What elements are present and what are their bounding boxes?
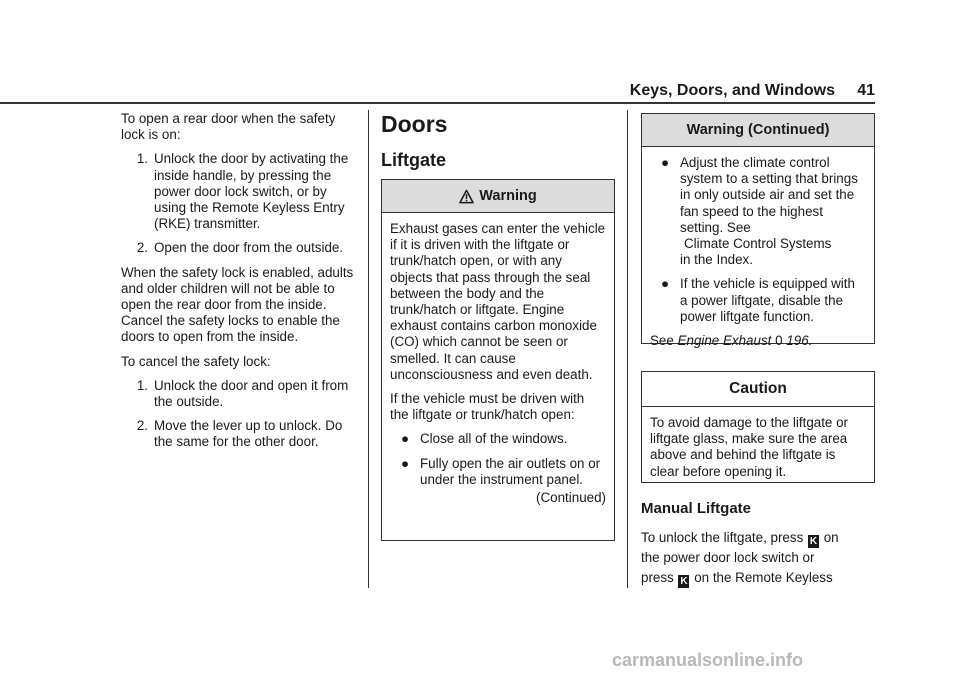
unlock-key-icon: K (809, 536, 818, 547)
warning-box-body (382, 213, 614, 512)
safety-lock-paragraph: When the safety lock is enabled, adults and older children will not be able to open the rear door from the inside. Cancel the safety locks to enable the doors to open from the inside. (121, 264, 354, 345)
page-reference: 196. (786, 333, 813, 349)
bullet-text: Close all of the windows. (420, 431, 568, 447)
warning-continued-header (642, 114, 874, 147)
step-number: 1. (136, 377, 148, 393)
step-number: 1. (136, 151, 148, 167)
bullet-text (680, 155, 866, 268)
step-list-open (121, 151, 359, 256)
page-header (0, 82, 875, 104)
see-reference (650, 333, 866, 349)
manual-liftgate-text (641, 528, 873, 588)
bullet-icon: ● (660, 155, 670, 170)
column-1 (121, 111, 359, 459)
unlock-key-icon: K (680, 576, 688, 587)
safety-lock-intro: To open a rear door when the safety lock is on: (121, 111, 336, 143)
header-title: Keys, Doors, and Windows (629, 82, 835, 99)
caution-box-body (642, 407, 874, 494)
bullet-text-part: Adjust the climate control system to a setting that brings in only outside air and set the fan speed to the highest setting. See (680, 155, 858, 235)
list-item (390, 456, 606, 488)
list-item (121, 378, 359, 410)
column-divider-right (627, 110, 628, 588)
warning-paragraph: If the vehicle must be driven with the liftgate or trunk/hatch open: (390, 391, 585, 423)
list-item (121, 240, 359, 256)
step-number: 2. (136, 418, 148, 434)
list-item (390, 431, 606, 447)
caution-box-header (642, 372, 874, 407)
engine-exhaust-link[interactable]: Engine Exhaust (677, 333, 772, 349)
subheading-manual-liftgate: Manual Liftgate (641, 500, 752, 517)
list-item (650, 276, 866, 325)
bullet-icon: ● (400, 455, 410, 471)
step-text: Unlock the door by activating the inside handle, by pressing the power door lock switch, or by using the Remote Keyless Entry (RKE) transmitter. (154, 151, 349, 232)
warning-paragraph: Exhaust gases can enter the vehicle if it is driven with the liftgate or trunk/hatch open, or with any objects that pass through the seal between the body and the trunk/hatch or liftgate. Engine exhaust contains carbon monoxide (CO) which cannot be seen or smelled. It can cause unconsciousness and even death. (390, 221, 606, 382)
bullet-icon: ● (400, 431, 410, 447)
page-number: 41 (857, 82, 875, 99)
warning-continued-box (641, 113, 875, 349)
section-heading-doors: Doors (381, 111, 448, 137)
warning-triangle-icon (459, 189, 474, 204)
warning-box (381, 179, 615, 541)
manual-text-part: press (641, 570, 674, 585)
watermark: carmanualsonline.info (612, 650, 804, 670)
list-item (121, 418, 359, 450)
bullet-text-part: in the Index. (680, 252, 753, 268)
step-text: Unlock the door and open it from the outside. (154, 377, 349, 410)
cancel-lock-intro: To cancel the safety lock: (121, 353, 271, 369)
manual-text-part: To unlock the liftgate, press (641, 530, 804, 545)
manual-text-part: on the Remote Keyless (694, 570, 833, 585)
see-label: See (650, 333, 674, 349)
caution-box (641, 371, 875, 483)
manual-text-part: the power door lock switch or (641, 550, 815, 565)
caution-title: Caution (729, 379, 787, 397)
page-arrow-icon: 0 (775, 333, 783, 349)
column-divider-left (368, 110, 369, 588)
warning-continued-body (642, 147, 874, 363)
continued-label: (Continued) (536, 490, 606, 506)
list-item (650, 155, 866, 268)
bullet-icon: ● (660, 276, 670, 292)
subheading-liftgate: Liftgate (381, 150, 446, 170)
warning-title: Warning (479, 187, 537, 204)
warning-box-header (382, 180, 614, 213)
list-item (121, 151, 359, 232)
manual-text-part: on (823, 530, 839, 545)
step-text: Open the door from the outside. (154, 240, 344, 256)
step-text: Move the lever up to unlock. Do the same for the other door. (154, 418, 343, 450)
step-number: 2. (136, 240, 148, 256)
caution-text: To avoid damage to the liftgate or liftgate glass, make sure the area above and behind the liftgate is clear before opening it. (650, 415, 849, 479)
warning-continued-title: Warning (Continued) (686, 121, 830, 138)
manual-liftgate-section (641, 500, 873, 588)
column-2 (381, 111, 615, 171)
bullet-text: Fully open the air outlets on or under the instrument panel. (420, 455, 601, 487)
step-list-cancel (121, 378, 359, 451)
climate-control-reference: Climate Control Systems (684, 236, 832, 252)
bullet-text: If the vehicle is equipped with a power liftgate, disable the power liftgate function. (680, 276, 855, 324)
